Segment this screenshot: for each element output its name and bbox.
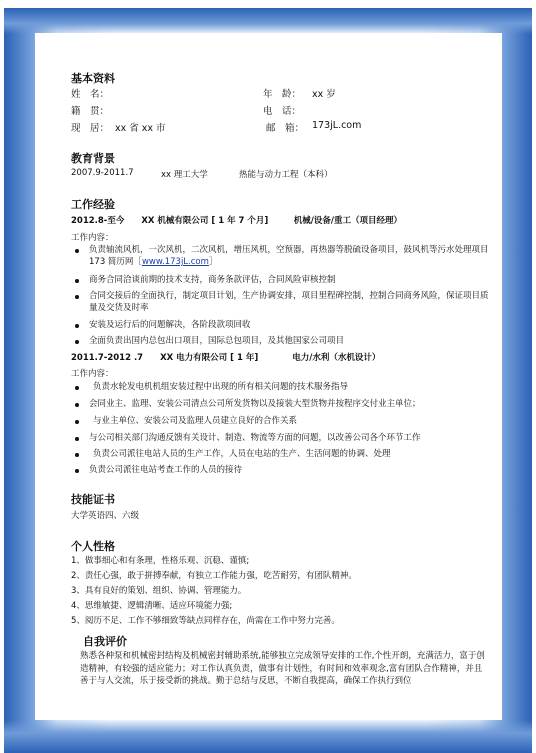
bullet-icon	[75, 437, 79, 441]
bullet-icon	[75, 324, 79, 328]
resume-paper	[35, 33, 502, 720]
address-value: xx 省 xx 市	[115, 123, 166, 134]
bullet-icon	[75, 340, 79, 344]
skills-heading: 技能证书	[71, 493, 115, 506]
self-eval-text: 熟悉各种泵和机械密封结构及机械密封辅助系统,能够独立完成领导安排的工作,个性开朗，充满活力，富于创造精神，有较强的适应能力；对工作认真负责，做事有计划性，有时间和效率观念,富有团队合作精神，并且善于与人交流，乐于接受新的挑战。勤于总结与反思，不断自我提高，确保工作执行到位	[80, 651, 485, 686]
basic-heading: 基本资料	[71, 72, 115, 85]
age-value: xx 岁	[312, 89, 336, 100]
frame-bottom-band	[4, 720, 532, 753]
job2-item-5: 负责公司派往电站人员的生产工作，人员在电站的生产、生活问题的协调、处理	[93, 449, 391, 459]
bullet-icon	[75, 295, 79, 299]
job1-header: 2012.8-至今 XX 机械有限公司 [ 1 年 7 个月] 机械/设备/重工（项目经理）	[71, 216, 403, 226]
job2-item-4: 与公司相关部门沟通反馈有关设计、制造、物流等方面的问题，以改善公司各个环节工作	[89, 433, 421, 443]
self-eval-heading: 自我评价	[83, 635, 127, 648]
job2-header: 2011.7-2012 .7 XX 电力有限公司 [ 1 年] 电力/水利（水机设计）	[71, 353, 381, 363]
phone-label: 电 话：	[263, 106, 302, 117]
age-label: 年 龄：	[263, 89, 302, 100]
resume-site-link[interactable]: www.173jL.com	[141, 257, 209, 267]
frame-top-band	[4, 8, 532, 34]
email-value: 173jL.com	[312, 120, 362, 131]
experience-heading: 工作经验	[71, 198, 115, 211]
personality-item-5: 5、阅历不足、工作不够细致等缺点同样存在，尚需在工作中努力完善。	[71, 616, 340, 626]
skills-text: 大学英语四、六级	[71, 511, 140, 521]
job1-item-1: 负责轴流风机，一次风机，二次风机，增压风机，空预器，再热器等脱硫设备项目，鼓风机等污水处理项目 173 简历网［www.173jL.com］	[89, 245, 489, 267]
job2-item-2: 会同业主、监理、安装公司清点公司所发货物以及接装大型货物并按程序交付业主单位；	[89, 399, 421, 409]
bullet-icon	[75, 420, 79, 424]
job1-item-3: 合同交接后的全面执行，制定项目计划，生产协调安排，项目里程碑控制，控制合同商务风险，保证项目质量及交货及时率	[89, 291, 489, 313]
job2-item-6: 负责公司派往电站考查工作的人员的接待	[89, 465, 243, 475]
name-label: 姓 名：	[71, 89, 110, 100]
email-label: 邮 箱：	[266, 123, 305, 134]
bullet-icon	[75, 469, 79, 473]
job1-item-4: 安装及运行后的问题解决，各阶段款项回收	[89, 320, 251, 330]
job1-item-2: 商务合同洽谈前期的技术支持，商务条款评估，合同风险审核控制	[89, 275, 336, 285]
job1-item-5: 全面负责出国内总包出口项目，国际总包项目，及其他国家公司项目	[89, 336, 345, 346]
bullet-icon	[75, 386, 79, 390]
origin-label: 籍 贯：	[71, 106, 110, 117]
education-period: 2007.9-2011.7	[71, 168, 134, 178]
personality-item-4: 4、思维敏捷、逻辑清晰、适应环境能力强;	[71, 601, 233, 611]
education-heading: 教育背景	[71, 152, 115, 165]
bullet-icon	[75, 403, 79, 407]
job2-content-label: 工作内容：	[71, 369, 114, 379]
bullet-icon	[75, 279, 79, 283]
personality-item-3: 3、具有良好的策划、组织、协调、管理能力。	[71, 586, 247, 596]
bullet-icon	[75, 249, 79, 253]
personality-heading: 个人性格	[71, 540, 115, 553]
address-label: 现 居：	[71, 123, 110, 134]
personality-item-2: 2、责任心强，敢于拼搏奉献，有独立工作能力强，吃苦耐劳，有团队精神。	[71, 571, 357, 581]
job2-item-1: 负责水轮发电机机组安装过程中出现的所有相关问题的技术服务指导	[93, 382, 349, 392]
job2-item-3: 与业主单位、安装公司及监理人员建立良好的合作关系	[93, 416, 298, 426]
job1-content-label: 工作内容：	[71, 233, 114, 243]
bullet-icon	[75, 453, 79, 457]
education-school: xx 理工大学	[161, 170, 208, 180]
personality-item-1: 1、做事细心和有条理，性格乐观、沉稳、谨慎;	[71, 556, 250, 566]
education-major: 热能与动力工程（本科）	[239, 170, 333, 180]
